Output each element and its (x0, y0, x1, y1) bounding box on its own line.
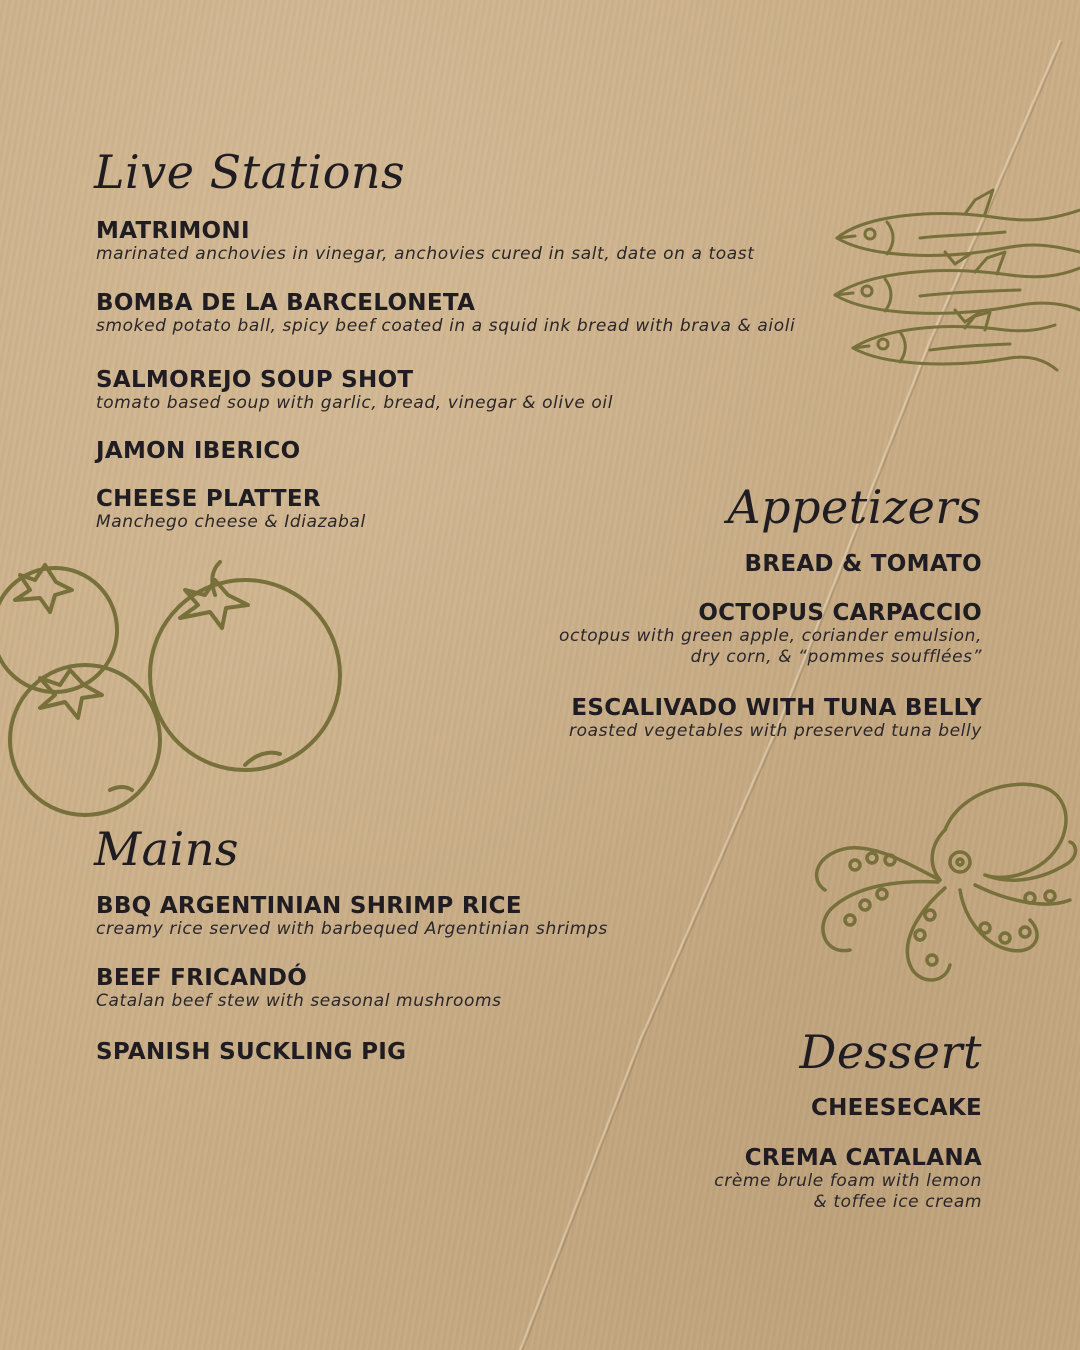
item-name: BOMBA DE LA BARCELONETA (96, 290, 476, 316)
item-description: marinated anchovies in vinegar, anchovies cured in salt, date on a toast (96, 244, 755, 264)
item-description-line1: octopus with green apple, coriander emulsion, (559, 626, 982, 646)
section-title-live-stations: Live Stations (94, 145, 406, 199)
item-name: MATRIMONI (96, 218, 250, 244)
menu-item-salmorejo (96, 367, 613, 414)
item-name: CREMA CATALANA (744, 1145, 982, 1171)
section-title-dessert: Dessert (799, 1025, 982, 1079)
item-description-line2: & toffee ice cream (813, 1192, 982, 1212)
menu-item-jamon (96, 438, 300, 464)
item-description: roasted vegetables with preserved tuna belly (569, 721, 982, 741)
menu-item-shrimp-rice (96, 893, 608, 940)
section-title-mains: Mains (94, 822, 239, 876)
sardines-illustration (825, 180, 1080, 380)
menu-item-octopus-carpaccio (559, 600, 982, 668)
item-description: Catalan beef stew with seasonal mushrooms (96, 991, 502, 1011)
menu-item-escalivado (569, 695, 982, 742)
item-name: OCTOPUS CARPACCIO (698, 600, 982, 626)
item-description: Manchego cheese & Idiazabal (96, 512, 366, 532)
item-name: ESCALIVADO WITH TUNA BELLY (571, 695, 982, 721)
item-name: CHEESE PLATTER (96, 486, 321, 512)
menu-item-bread-tomato (744, 551, 982, 577)
item-description: creamy rice served with barbequed Argentinian shrimps (96, 919, 608, 939)
item-name: BEEF FRICANDÓ (96, 965, 308, 991)
item-name: JAMON IBERICO (96, 438, 301, 464)
menu-item-matrimoni (96, 218, 754, 265)
item-name: SPANISH SUCKLING PIG (96, 1039, 407, 1065)
item-description-line1: crème brule foam with lemon (714, 1171, 982, 1191)
menu-item-suckling-pig (96, 1039, 406, 1065)
menu-item-cheese-platter (96, 486, 366, 533)
octopus-illustration (760, 770, 1080, 1000)
item-name: BBQ ARGENTINIAN SHRIMP RICE (96, 893, 522, 919)
menu-item-beef-fricando (96, 965, 502, 1012)
item-name: SALMOREJO SOUP SHOT (96, 367, 414, 393)
section-title-appetizers: Appetizers (727, 480, 982, 534)
item-description: smoked potato ball, spicy beef coated in a squid ink bread with brava & aioli (96, 316, 796, 336)
menu-item-crema-catalana (714, 1145, 982, 1213)
item-description-line2: dry corn, & “pommes soufflées” (690, 647, 982, 667)
item-name: BREAD & TOMATO (744, 551, 982, 577)
menu-item-bomba (96, 290, 795, 337)
item-description: tomato based soup with garlic, bread, vinegar & olive oil (96, 393, 614, 413)
item-name: CHEESECAKE (810, 1095, 982, 1121)
tomatoes-illustration (0, 550, 350, 820)
menu-item-cheesecake (811, 1095, 982, 1121)
